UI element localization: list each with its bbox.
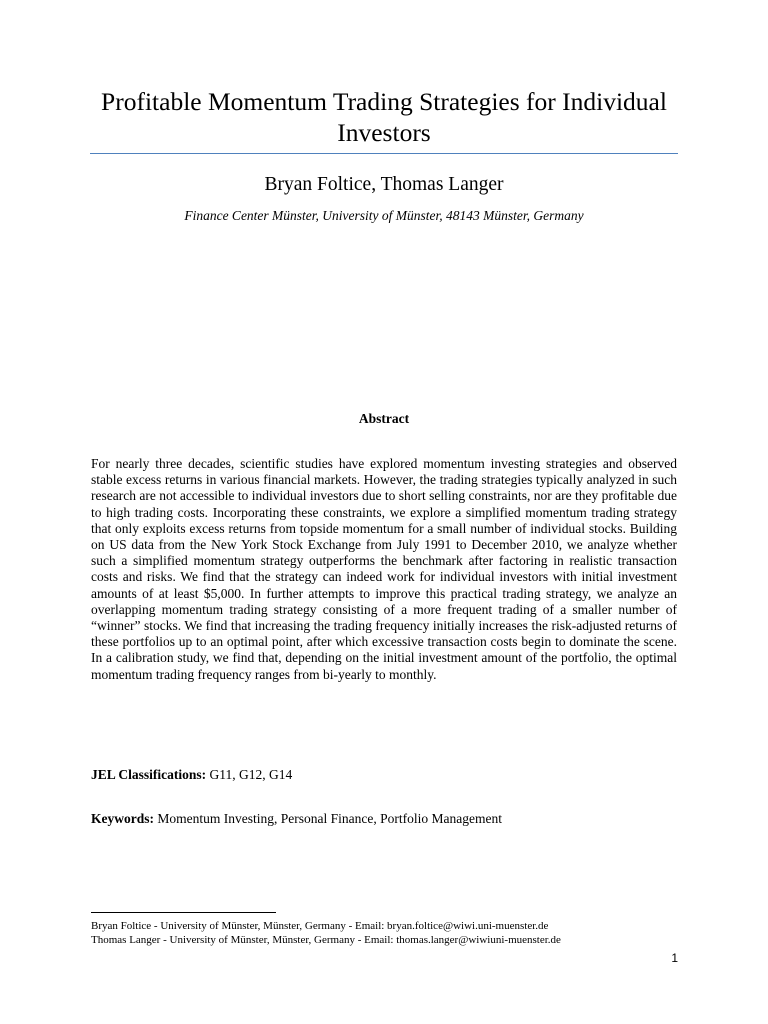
- footnote-divider: [91, 912, 276, 913]
- footnote-foltice: Bryan Foltice - University of Münster, Münster, Germany - Email: bryan.foltice@wiwi.uni-muenster.de: [91, 920, 549, 932]
- keywords: [91, 810, 677, 827]
- footnote-langer: Thomas Langer - University of Münster, Münster, Germany - Email: thomas.langer@wiwiuni-muenster.de: [91, 934, 561, 946]
- keywords-label: Keywords:: [91, 811, 154, 826]
- jel-classifications: [91, 766, 677, 783]
- jel-value: G11, G12, G14: [206, 767, 293, 782]
- paper-title: Profitable Momentum Trading Strategies for Individual Investors: [101, 87, 667, 147]
- keywords-value: Momentum Investing, Personal Finance, Portfolio Management: [154, 811, 502, 826]
- author-list: Bryan Foltice, Thomas Langer: [264, 174, 504, 195]
- jel-label: JEL Classifications:: [91, 767, 207, 782]
- abstract-heading: Abstract: [358, 411, 410, 426]
- title-divider: [90, 153, 678, 154]
- abstract-body: For nearly three decades, scientific studies have explored momentum investing strategies and observed stable excess returns in various financial markets. However, the trading strategies typically analyzed in such research are not accessible to individual investors due to short selling constraints, nor are they profitable due to high trading costs. Incorporating these constraints, we explore a simplified momentum trading strategy that only exploits excess returns from topside momentum for a small number of individual stocks. Building on US data from the New York Stock Exchange from July 1991 to December 2010, we analyze whether such a simplified momentum strategy outperforms the benchmark after factoring in realistic transaction costs and risks. We find that the strategy can indeed work for individual investors with initial investment amounts of at least $5,000. In further attempts to improve this practical trading strategy, we analyze an overlapping momentum trading strategy consisting of a more frequent trading of a smaller number of “winner” stocks. We find that increasing the trading frequency initially increases the risk-adjusted returns of these portfolios up to an optimal point, after which excessive transaction costs begin to dominate the scene. In a calibration study, we find that, depending on the initial investment amount of the portfolio, the optimal momentum trading frequency ranges from bi-yearly to monthly.: [91, 456, 677, 682]
- author-affiliation: Finance Center Münster, University of Münster, 48143 Münster, Germany: [184, 208, 584, 223]
- page-number: 1: [671, 951, 678, 965]
